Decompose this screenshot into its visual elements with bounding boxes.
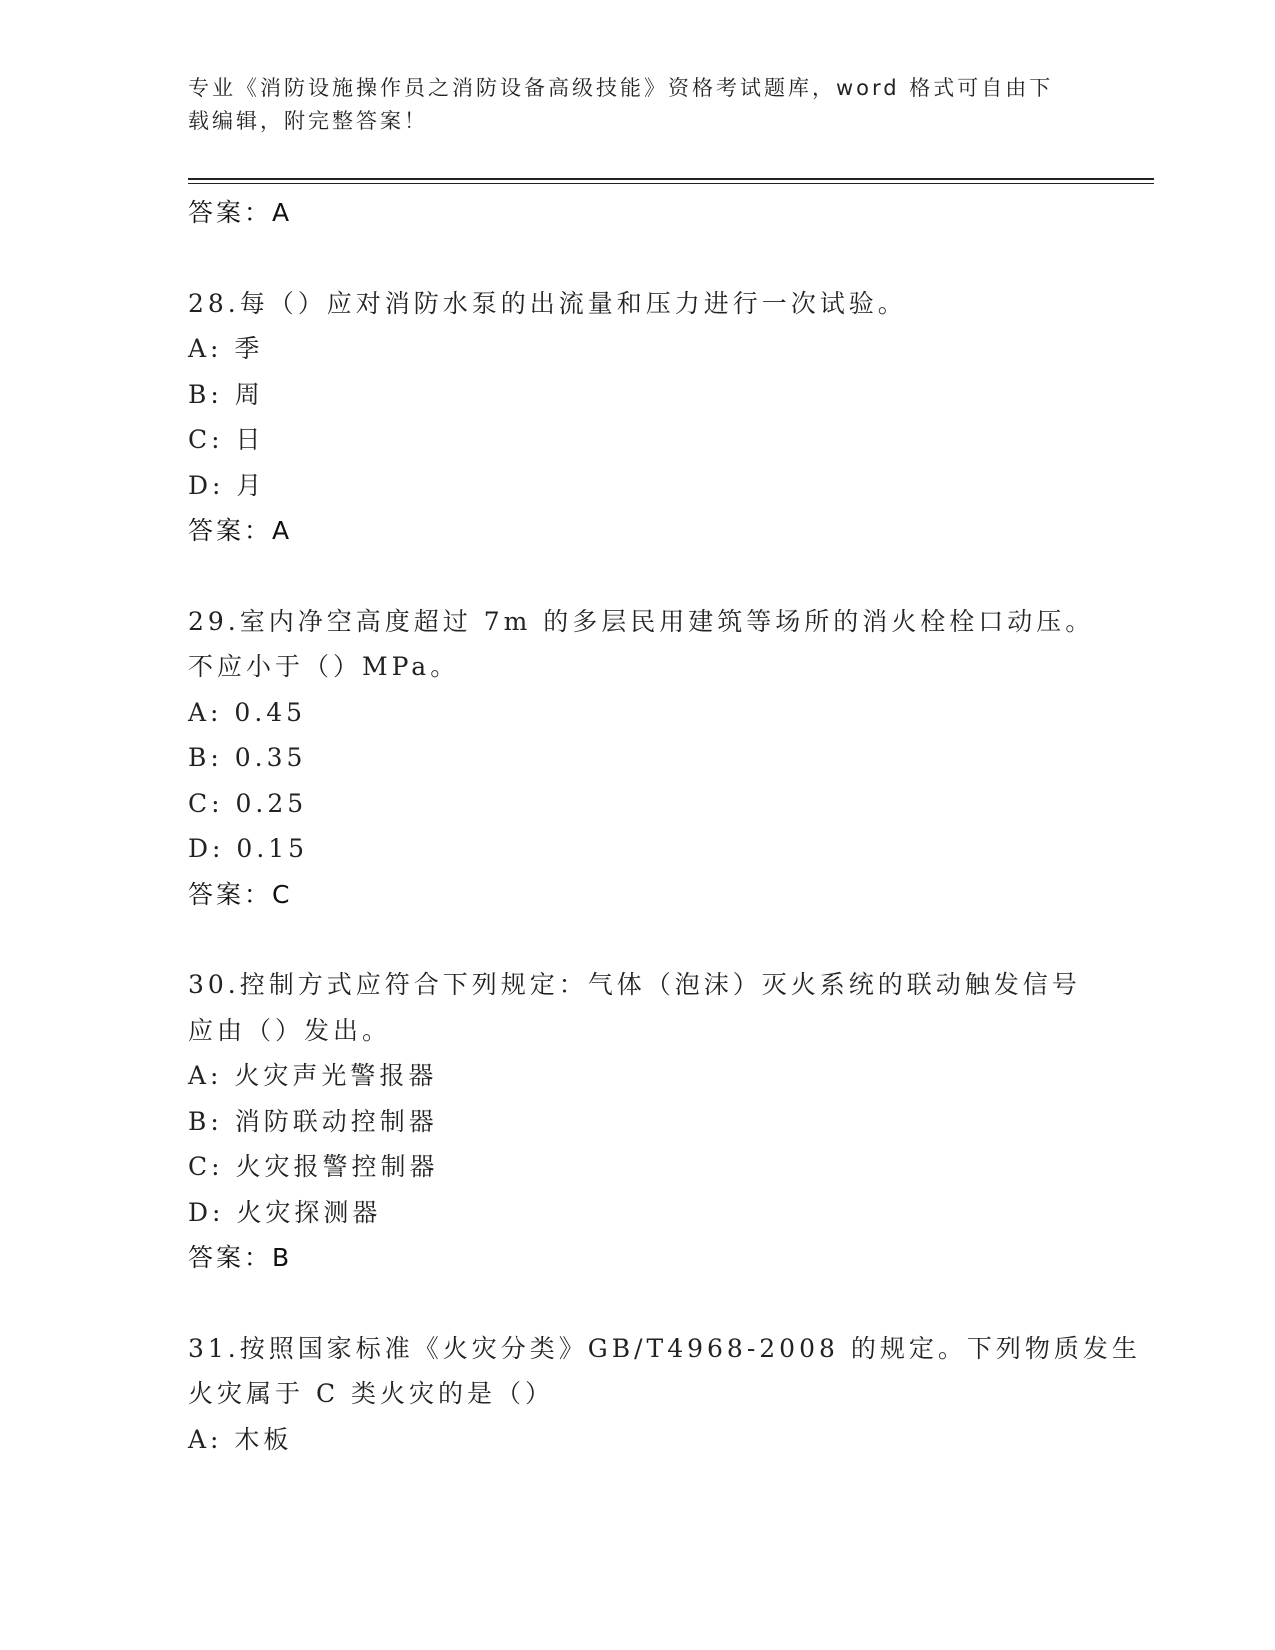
option-a: A: 木板	[188, 1424, 293, 1454]
question-stem-line-1: 30.控制方式应符合下列规定：气体（泡沫）灭火系统的联动触发信号	[188, 970, 1081, 999]
question-stem-line-2: 不应小于（）MPa。	[188, 652, 460, 681]
option-c: C: 火灾报警控制器	[188, 1152, 439, 1181]
question-stem-line-2: 应由（）发出。	[188, 1015, 392, 1045]
option-a: A: 季	[188, 334, 264, 363]
option-b: B: 消防联动控制器	[188, 1106, 438, 1136]
option-b: B: 0.35	[188, 743, 307, 772]
option-d: D: 月	[188, 470, 266, 500]
option-a: A: 0.45	[188, 697, 307, 727]
question-29	[188, 599, 1095, 918]
question-stem-line-1: 29.室内净空高度超过 7m 的多层民用建筑等场所的消火栓栓口动压。	[188, 606, 1095, 636]
option-a: A: 火灾声光警报器	[188, 1061, 438, 1090]
previous-answer: 答案：A	[188, 198, 293, 227]
question-answer: 答案：C	[188, 879, 293, 909]
question-answer: 答案：B	[188, 1243, 293, 1272]
header-rule-thick	[188, 178, 1154, 180]
question-28	[188, 281, 1068, 554]
header-rule-thin	[188, 183, 1154, 184]
document-header: 专业《消防设施操作员之消防设备高级技能》资格考试题库，word 格式可自由下载编辑，附完整答案！	[188, 76, 1054, 133]
option-c: C: 日	[188, 425, 265, 454]
document-content	[188, 190, 1141, 1462]
question-answer: 答案：A	[188, 516, 293, 545]
question-stem: 28.每（）应对消防水泵的出流量和压力进行一次试验。	[188, 288, 907, 318]
question-31	[188, 1326, 1141, 1463]
option-b: B: 周	[188, 379, 264, 409]
option-d: D: 火灾探测器	[188, 1197, 382, 1227]
option-c: C: 0.25	[188, 788, 308, 818]
question-30	[188, 962, 1081, 1281]
question-stem-line-2: 火灾属于 C 类火灾的是（）	[188, 1379, 555, 1408]
question-stem-line-1: 31.按照国家标准《火灾分类》GB/T4968-2008 的规定。下列物质发生	[188, 1333, 1141, 1363]
option-d: D: 0.15	[188, 834, 309, 863]
